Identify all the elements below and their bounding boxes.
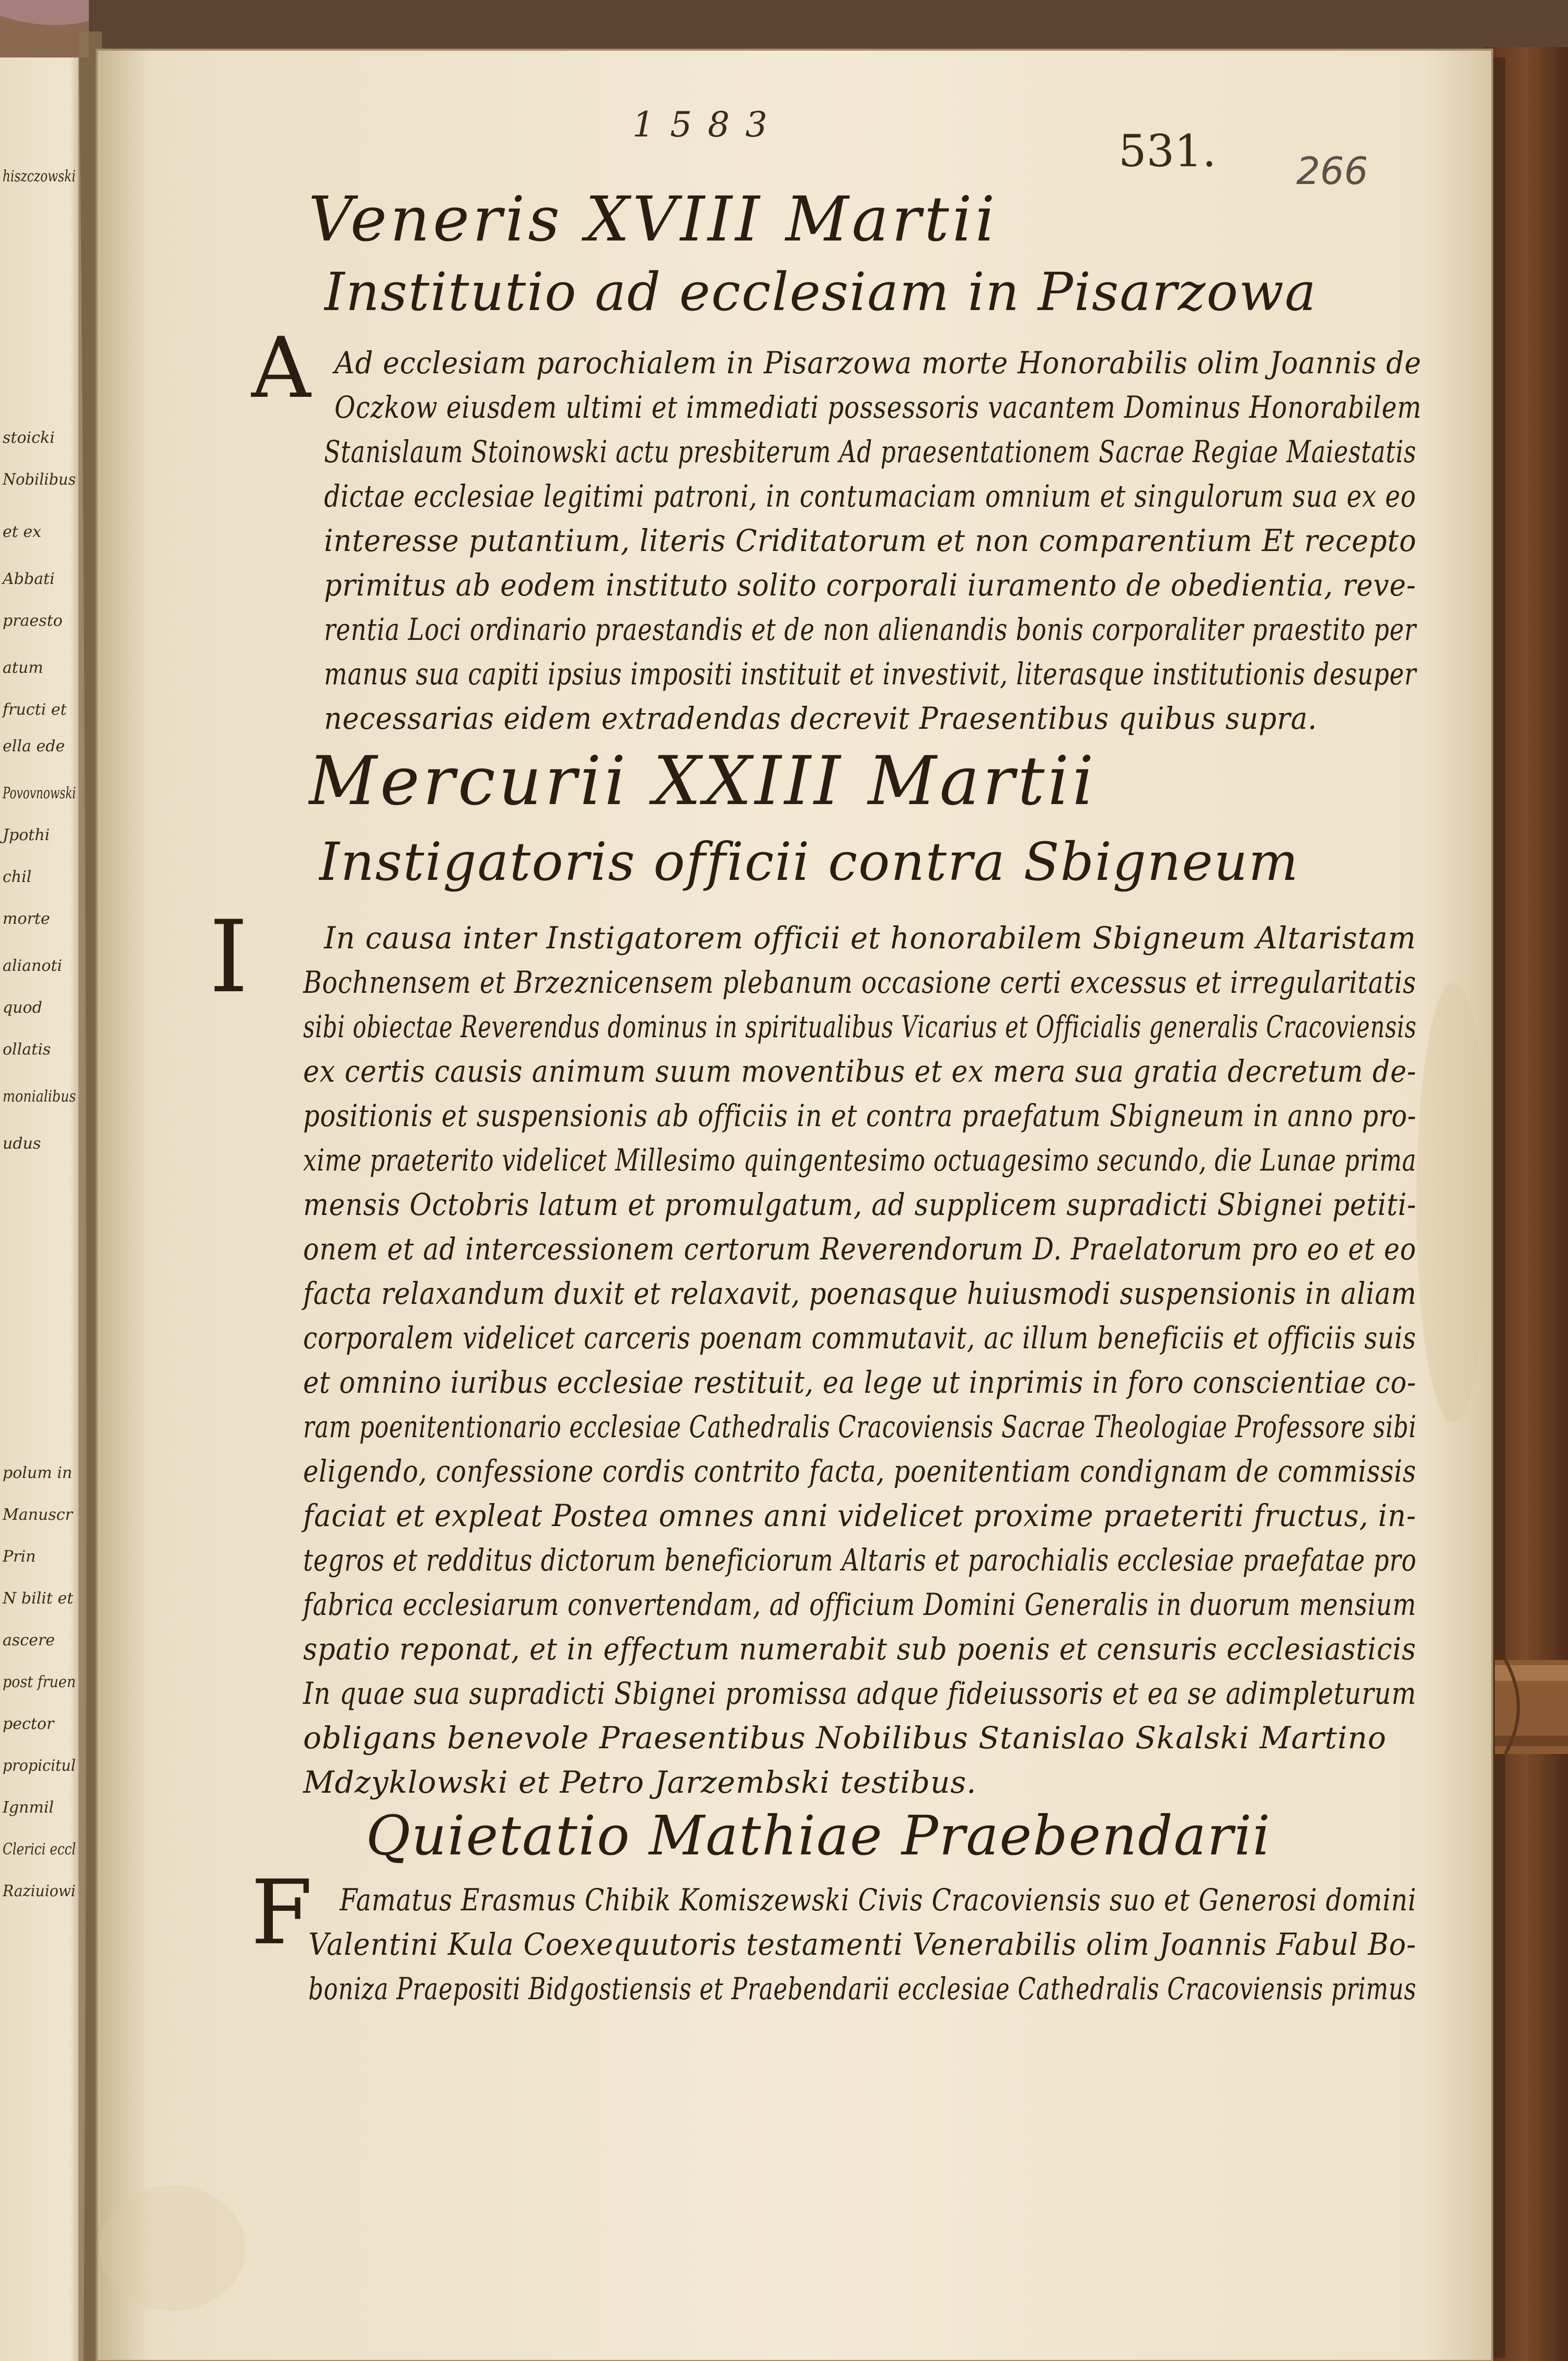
entry-2-line: mensis Octobris latum et promulgatum, ad supplicem supradicti Sbignei petiti-	[303, 1187, 1417, 1222]
entry-1-line: Ad ecclesiam parochialem in Pisarzowa morte Honorabilis olim Joannis de	[335, 345, 1422, 381]
entry-1-line: manus sua capiti ipsius impositi instituit et investivit, literasque institutionis desuper	[324, 656, 1416, 692]
entry-2-line: corporalem videlicet carceris poenam commutavit, ac illum beneficiis et officiis suis	[303, 1320, 1416, 1356]
entry-3-heading: Quietatio Mathiae Praebendarii	[366, 1804, 1271, 1867]
facing-page-fragment: Prin	[3, 1548, 36, 1566]
facing-page-fragment: et ex	[3, 523, 42, 541]
entry-1-line: dictae ecclesiae legitimi patroni, in contumaciam omnium et singulorum sua ex eo	[324, 478, 1416, 514]
facing-page-fragment: hiszczowski	[3, 167, 76, 186]
facing-page-fragment: Povovnowski	[3, 784, 76, 803]
entry-2-subheading: Instigatoris officii contra Sbigneum	[319, 831, 1299, 892]
entry-2-line: positionis et suspensionis ab officiis in et contra praefatum Sbigneum in anno pro-	[303, 1098, 1417, 1133]
facing-page-fragment: ella ede	[3, 737, 65, 755]
facing-page-fragment: propicitul	[3, 1757, 76, 1775]
folio-number-pencil: 266	[1296, 149, 1368, 193]
facing-page-fragment: udus	[3, 1134, 41, 1153]
entry-2-line: faciat et expleat Postea omnes anni videlicet proxime praeteriti fructus, in-	[303, 1498, 1416, 1533]
facing-page-fragment: morte	[3, 910, 50, 928]
facing-page-fragment: Nobilibus	[3, 471, 76, 489]
entry-2-line: facta relaxandum duxit et relaxavit, poenasque huiusmodi suspensionis in aliam	[303, 1276, 1417, 1311]
facing-page-fragment: monialibus	[3, 1087, 76, 1106]
facing-page-fragment: ascere	[3, 1631, 55, 1649]
entry-2-line: eligendo, confessione cordis contrito facta, poenitentiam condignam de commissis	[303, 1453, 1416, 1489]
entry-1-line: Stanislaum Stoinowski actu presbiterum Ad praesentationem Sacrae Regiae Maiestatis	[324, 434, 1416, 469]
entry-2-line: spatio reponat, et in effectum numerabit sub poenis et censuris ecclesiasticis	[303, 1631, 1416, 1667]
entry-3-line: boniza Praepositi Bidgostiensis et Praebendarii ecclesiae Cathedralis Cracoviensis primus	[308, 1971, 1417, 2007]
facing-page-fragment: post fruen	[3, 1673, 76, 1691]
entry-2-line: In causa inter Instigatorem officii et honorabilem Sbigneum Altaristam	[324, 920, 1416, 956]
entry-1-subheading: Institutio ad ecclesiam in Pisarzowa	[324, 261, 1317, 323]
facing-page-fragment: stoicki	[3, 429, 55, 447]
entry-2-line: In quae sua supradicti Sbignei promissa adque fideiussoris et ea se adimpleturum	[303, 1676, 1416, 1711]
entry-1-line: primitus ab eodem instituto solito corporali iuramento de obedientia, reve-	[324, 567, 1416, 603]
facing-page	[0, 0, 87, 2361]
entry-2-line: fabrica ecclesiarum convertendam, ad officium Domini Generalis in duorum mensium	[303, 1587, 1416, 1622]
facing-page-fragment: praesto	[3, 612, 63, 630]
entry-2-line: sibi obiectae Reverendus dominus in spiritualibus Vicarius et Officialis generalis Cracoviensis	[303, 1009, 1417, 1045]
facing-page-fragment: pector	[3, 1715, 54, 1733]
entry-1-line: necessarias eidem extradendas decrevit Praesentibus quibus supra.	[324, 701, 1318, 736]
entry-2-heading: Mercurii XXIII Martii	[308, 742, 1097, 820]
entry-3-line: Valentini Kula Coexequutoris testamenti Venerabilis olim Joannis Fabul Bo-	[308, 1927, 1416, 1962]
facing-page-fragment: Ignmil	[3, 1798, 54, 1817]
entry-2-line: tegros et redditus dictorum beneficiorum Altaris et parochialis ecclesiae praefatae pro	[303, 1542, 1417, 1578]
entry-1-line: rentia Loci ordinario praestandis et de non alienandis bonis corporaliter praestito per	[324, 612, 1416, 647]
paragraph-mark: F	[251, 1861, 313, 1965]
entry-1-line: interesse putantium, literis Criditatorum et non comparentium Et recepto	[324, 523, 1417, 558]
facing-page-fragment: Jpothi	[3, 826, 50, 844]
facing-page-fragment: Manuscr	[3, 1506, 73, 1524]
entry-2-line: ram poenitentionario ecclesiae Cathedralis Cracoviensis Sacrae Theologiae Professore sibi	[303, 1409, 1417, 1445]
folio-number-ink: 531.	[1119, 125, 1217, 177]
facing-page-fragment: alianoti	[3, 957, 62, 975]
facing-page-fragment: fructi et	[3, 701, 67, 719]
facing-page-fragment: chil	[3, 868, 32, 886]
paragraph-mark: A	[251, 319, 312, 417]
entry-2-line: Bochnensem et Brzeznicensem plebanum occasione certi excessus et irregularitatis	[303, 965, 1416, 1000]
entry-2-line: Mdzyklowski et Petro Jarzembski testibus.	[303, 1764, 977, 1800]
clasp-strap	[1495, 1660, 1568, 1754]
facing-page-fragment: Clerici eccl	[3, 1840, 76, 1859]
entry-1-line: Oczkow eiusdem ultimi et immediati possessoris vacantem Dominus Honorabilem	[335, 389, 1422, 425]
facing-page-fragment: Raziuiowi	[3, 1882, 76, 1900]
entry-1-heading: Veneris XVIII Martii	[308, 183, 998, 255]
facing-page-fragment: polum in	[3, 1464, 73, 1482]
entry-2-line: et omnino iuribus ecclesiae restituit, ea lege ut inprimis in foro conscientiae co-	[303, 1365, 1416, 1400]
entry-2-line: obligans benevole Praesentibus Nobilibus Stanislao Skalski Martino	[303, 1720, 1387, 1756]
paragraph-mark: I	[209, 899, 249, 1015]
facing-page-fragment: quod	[3, 999, 42, 1017]
facing-page-fragment: Abbati	[3, 570, 55, 588]
facing-page-fragment: ollatis	[3, 1040, 51, 1059]
entry-2-line: xime praeterito videlicet Millesimo quingentesimo octuagesimo secundo, die Lunae prima	[303, 1142, 1417, 1178]
facing-page-fragment: N bilit et	[3, 1589, 74, 1608]
facing-page-fragment: atum	[3, 659, 43, 677]
entry-3-line: Famatus Erasmus Chibik Komiszewski Civis Cracoviensis suo et Generosi domini	[340, 1882, 1417, 1918]
entry-2-line: onem et ad intercessionem certorum Reverendorum D. Praelatorum pro eo et eo	[303, 1231, 1416, 1267]
year-note: 1583	[632, 105, 783, 145]
entry-2-line: ex certis causis animum suum moventibus et ex mera sua gratia decretum de-	[303, 1053, 1417, 1089]
